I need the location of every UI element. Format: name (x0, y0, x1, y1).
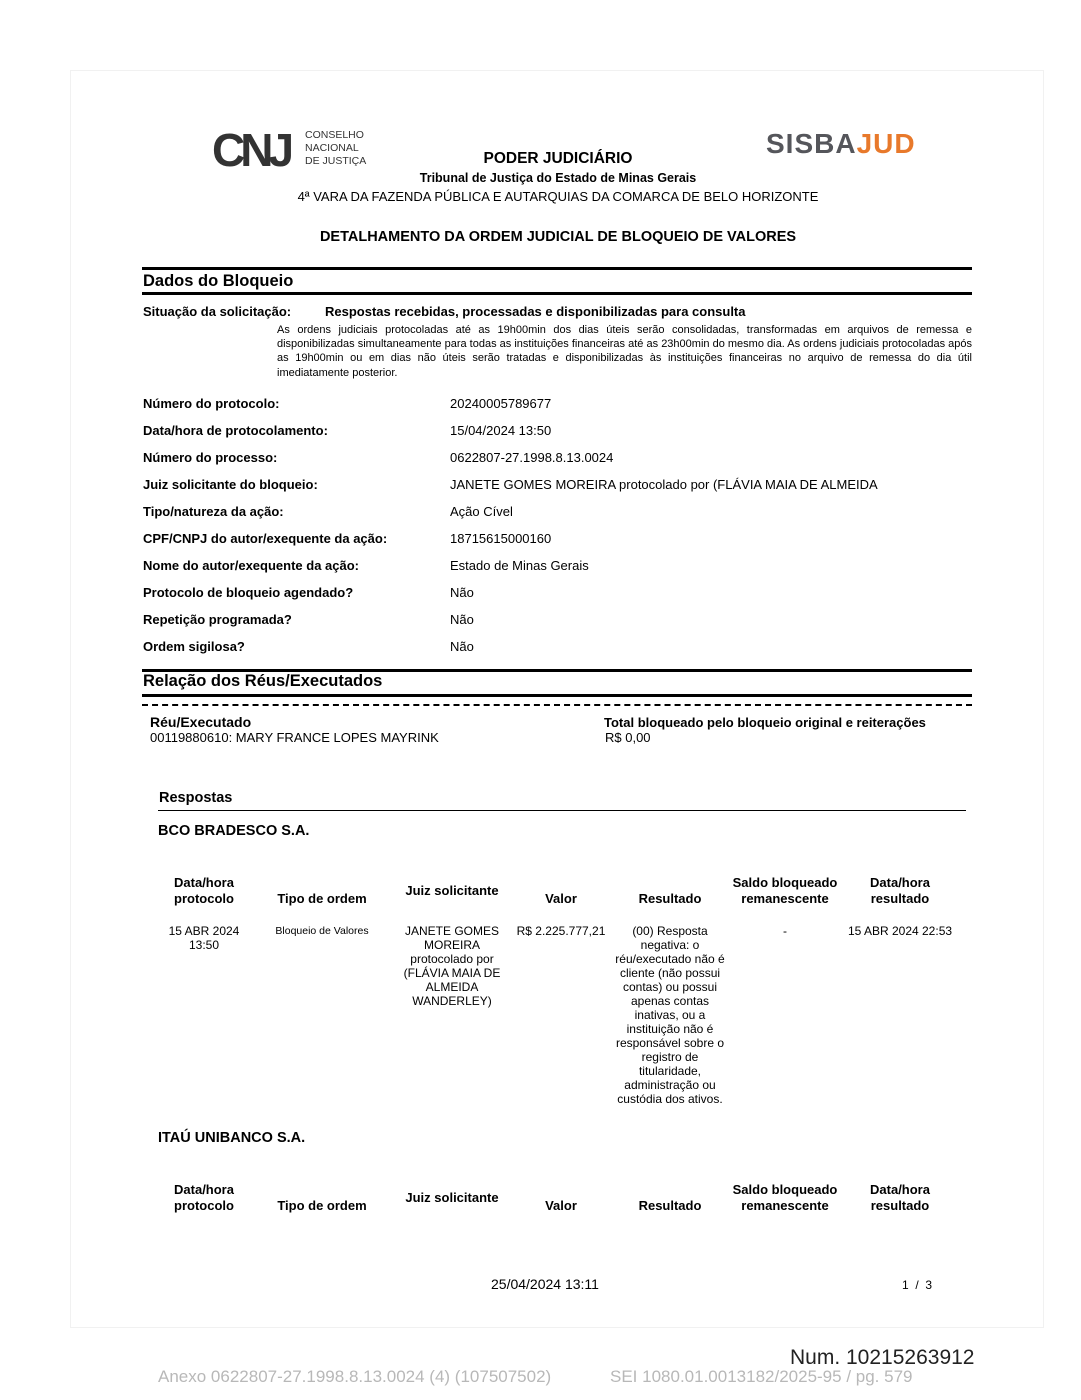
field-label: Protocolo de bloqueio agendado? (143, 585, 354, 600)
field-label: Ordem sigilosa? (143, 639, 245, 654)
situacao-value: Respostas recebidas, processadas e disponibilizadas para consulta (325, 304, 746, 319)
col-header-valor: Valor (545, 1198, 577, 1213)
col-header-tipo: Tipo de ordem (277, 1198, 367, 1213)
page-number: 1 / 3 (902, 1278, 933, 1292)
tribunal-title: Tribunal de Justiça do Estado de Minas Gerais (419, 171, 697, 185)
field-label: Data/hora de protocolamento: (143, 423, 328, 438)
field-value: Ação Cível (450, 504, 513, 519)
dados-section-title: Dados do Bloqueio (143, 272, 294, 290)
field-label: Repetição programada? (143, 612, 292, 627)
field-value: JANETE GOMES MOREIRA protocolado por (FLÁVIA MAIA DE ALMEIDA (450, 477, 878, 492)
cell-tipo: Bloqueio de Valores (275, 925, 369, 937)
sei-stamp: SEI 1080.01.0013182/2025-95 / pg. 579 (610, 1367, 913, 1386)
total-bloqueado-header: Total bloqueado pelo bloqueio original e reiterações (604, 715, 926, 730)
col-header-juiz: Juiz solicitante (405, 1190, 499, 1205)
respostas-title: Respostas (159, 790, 233, 806)
total-bloqueado-value: R$ 0,00 (605, 730, 651, 745)
respostas-rule (158, 810, 966, 811)
field-label: Número do processo: (143, 450, 278, 465)
col-header-data-resultado: Data/hora resultado (870, 1182, 930, 1213)
anexo-stamp: Anexo 0622807-27.1998.8.13.0024 (4) (107507502) (158, 1367, 552, 1386)
col-header-saldo: Saldo bloqueado remanescente (732, 1182, 838, 1213)
col-header-juiz: Juiz solicitante (405, 883, 499, 898)
cell-resultado: (00) Resposta negativa: o réu/executado não é cliente (não possui contas) ou possui apenas contas inativas, ou a instituição não é responsável sobre o registro de titularidade, administração ou custódia dos ativos. (615, 924, 725, 1106)
poder-judiciario-title: PODER JUDICIÁRIO (483, 150, 633, 167)
field-value: 0622807-27.1998.8.13.0024 (450, 450, 614, 465)
cell-data-protocolo: 15 ABR 2024 13:50 (168, 924, 240, 952)
field-value: Não (450, 639, 474, 654)
col-header-saldo: Saldo bloqueado remanescente (732, 875, 838, 906)
section-rule (142, 292, 972, 295)
field-value: 15/04/2024 13:50 (450, 423, 552, 438)
field-value: Estado de Minas Gerais (450, 558, 589, 573)
footer-datetime: 25/04/2024 13:11 (491, 1276, 599, 1292)
col-header-resultado: Resultado (638, 891, 702, 906)
field-value: Não (450, 612, 474, 627)
document-title: DETALHAMENTO DA ORDEM JUDICIAL DE BLOQUEIO DE VALORES (319, 229, 797, 245)
reus-section-title: Relação dos Réus/Executados (143, 672, 383, 690)
field-label: Nome do autor/exequente da ação: (143, 558, 359, 573)
section-rule (142, 694, 972, 697)
col-header-data-resultado: Data/hora resultado (870, 875, 930, 906)
bank-name: BCO BRADESCO S.A. (158, 823, 310, 839)
cell-data-resultado: 15 ABR 2024 22:53 (847, 924, 953, 938)
reu-value: 00119880610: MARY FRANCE LOPES MAYRINK (150, 730, 439, 745)
col-header-valor: Valor (545, 891, 577, 906)
col-header-data-protocolo: Data/hora protocolo (174, 1182, 234, 1213)
field-label: CPF/CNPJ do autor/exequente da ação: (143, 531, 388, 546)
cell-saldo: - (783, 924, 787, 938)
vara-title: 4ª VARA DA FAZENDA PÚBLICA E AUTARQUIAS DA COMARCA DE BELO HORIZONTE (297, 189, 819, 204)
col-header-tipo: Tipo de ordem (277, 891, 367, 906)
field-value: Não (450, 585, 474, 600)
cell-juiz: JANETE GOMES MOREIRA protocolado por (FLÁVIA MAIA DE ALMEIDA WANDERLEY) (403, 924, 501, 1008)
field-value: 18715615000160 (450, 531, 552, 546)
cnj-logo-letters: CNJ (212, 124, 290, 176)
bank-name: ITAÚ UNIBANCO S.A. (158, 1130, 306, 1146)
reu-header: Réu/Executado (150, 714, 252, 730)
dashed-divider (142, 704, 972, 706)
cell-valor: R$ 2.225.777,21 (516, 924, 606, 938)
field-value: 20240005789677 (450, 396, 552, 411)
field-label: Juiz solicitante do bloqueio: (143, 477, 318, 492)
col-header-data-protocolo: Data/hora protocolo (174, 875, 234, 906)
sisbajud-logo: SISBAJUD (766, 128, 916, 159)
document-number: Num. 10215263912 (790, 1346, 975, 1369)
situacao-label: Situação da solicitação: (143, 304, 292, 319)
col-header-resultado: Resultado (638, 1198, 702, 1213)
field-label: Número do protocolo: (143, 396, 280, 411)
situacao-note: As ordens judiciais protocoladas até as 19h00min dos dias úteis serão consolidadas, transformadas em arquivos de remessa e disponibilizadas simultaneamente para todas as instituições financeiras até as 23h00min do mesmo dia. As ordens judiciais protocoladas após as 19h00min ou em dias não úteis serão tratadas e disponibilizadas às instituições financeiras no arquivo de remessa do dia útil imediatamente posterior. (277, 324, 972, 379)
cnj-logo-text: CONSELHO NACIONAL DE JUSTIÇA (305, 129, 367, 167)
field-label: Tipo/natureza da ação: (143, 504, 284, 519)
section-rule (142, 267, 972, 270)
